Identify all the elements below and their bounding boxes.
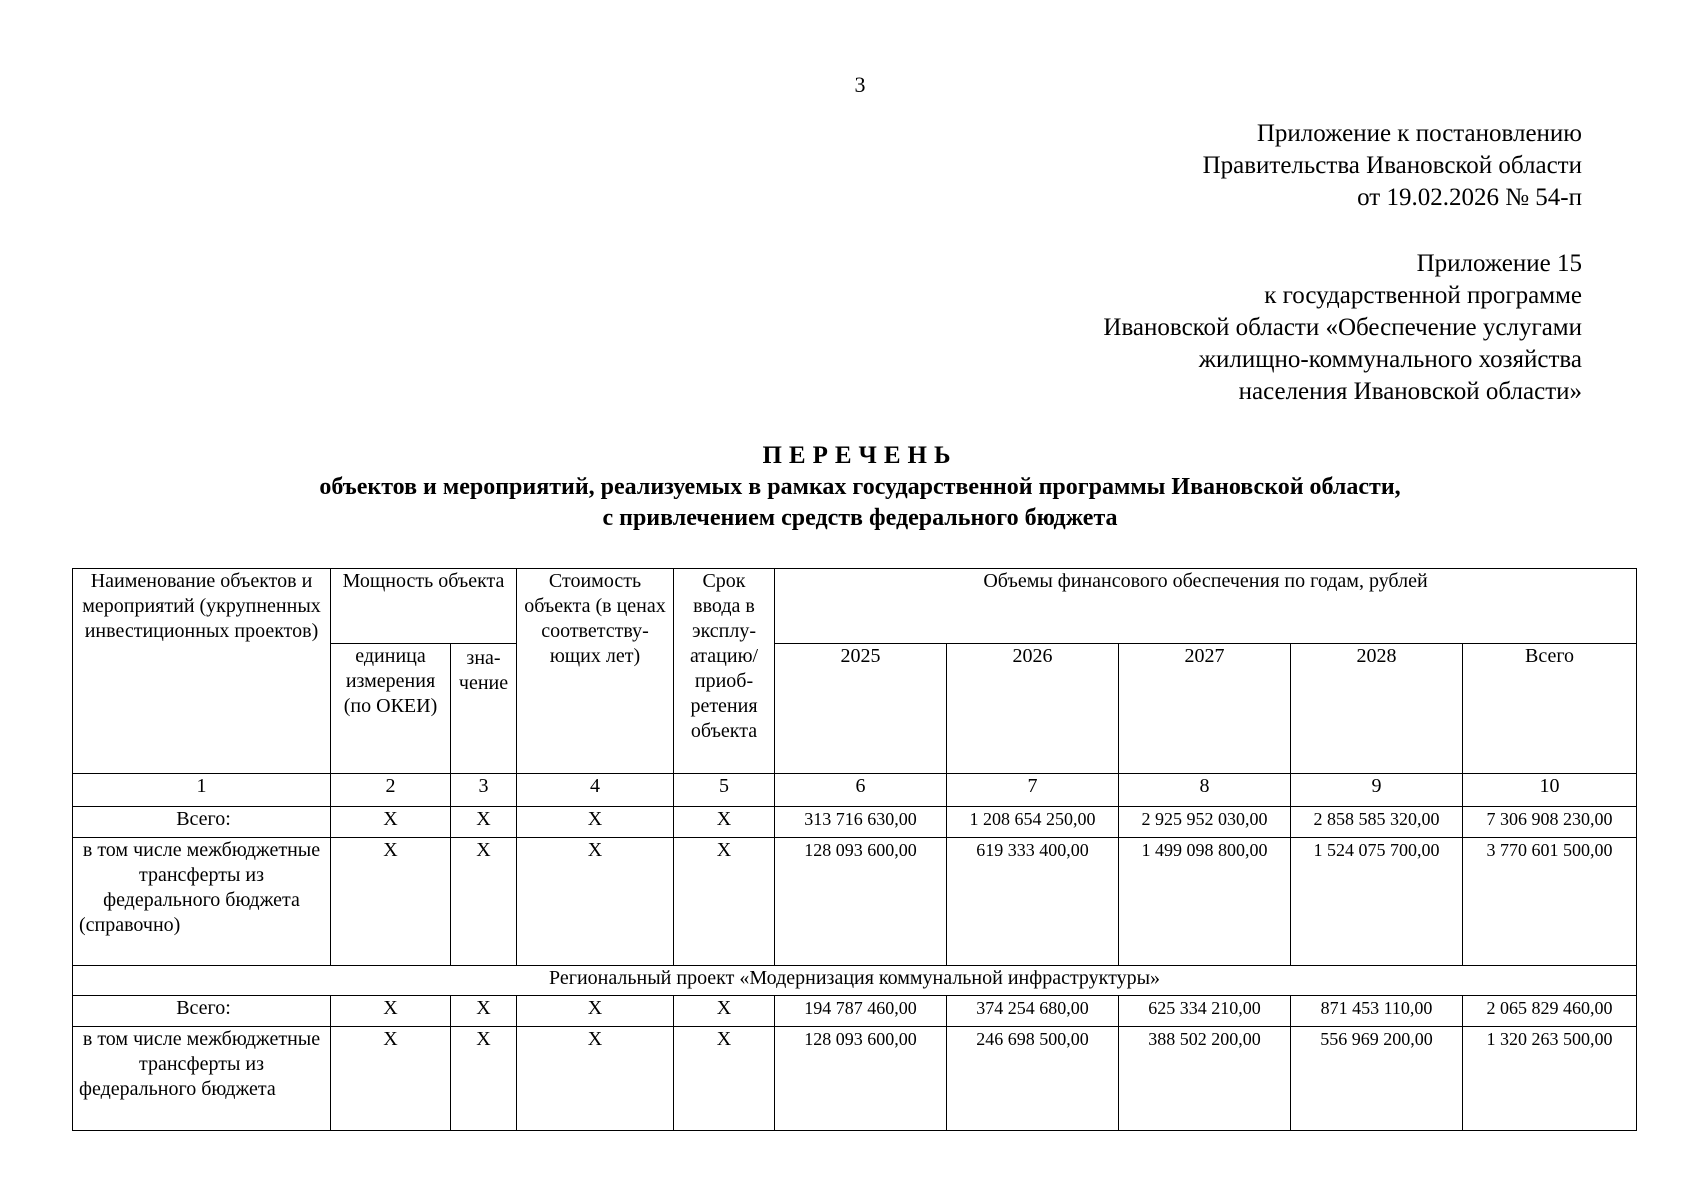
row-mark: Х — [331, 996, 451, 1027]
row-value-2028: 871 453 110,00 — [1291, 996, 1463, 1027]
title-subtitle-line: с привлечением средств федерального бюджета — [602, 505, 1118, 531]
row-name: в том числе межбюджетные трансферты из федерального бюджета — [73, 1027, 331, 1131]
row-mark: Х — [517, 996, 674, 1027]
row-value-2028: 2 858 585 320,00 — [1291, 807, 1463, 838]
row-mark: Х — [451, 996, 517, 1027]
appendix-line: от 19.02.2026 № 54-п — [1357, 184, 1582, 211]
row-value-2027: 625 334 210,00 — [1119, 996, 1291, 1027]
row-mark: Х — [331, 807, 451, 838]
header-year-2026: 2026 — [947, 644, 1119, 774]
header-total: Всего — [1463, 644, 1637, 774]
section-row — [73, 966, 1637, 996]
appendix-line: жилищно-коммунального хозяйства — [1198, 346, 1582, 373]
header-financing: Объемы финансового обеспечения по годам, рублей — [775, 569, 1637, 644]
title-main: ПЕРЕЧЕНЬ — [762, 442, 958, 469]
section-title: Региональный проект «Модернизация коммунальной инфраструктуры» — [73, 966, 1637, 996]
appendix-resolution-block — [1203, 118, 1582, 214]
row-mark: Х — [517, 1027, 674, 1131]
table-row-section-total — [73, 996, 1637, 1027]
row-value-2027: 1 499 098 800,00 — [1119, 838, 1291, 966]
row-mark: Х — [451, 838, 517, 966]
appendix-line: Правительства Ивановской области — [1202, 152, 1582, 179]
financing-table — [72, 568, 1637, 1131]
row-mark: Х — [674, 807, 775, 838]
header-value: зна- чение — [451, 644, 517, 774]
col-number: 2 — [331, 774, 451, 807]
row-mark: Х — [517, 807, 674, 838]
row-value-total: 1 320 263 500,00 — [1463, 1027, 1637, 1131]
col-number: 9 — [1291, 774, 1463, 807]
appendix-line: Приложение 15 — [1416, 250, 1582, 277]
header-capacity: Мощность объекта — [331, 569, 517, 644]
row-value-2025: 128 093 600,00 — [775, 1027, 947, 1131]
col-number: 6 — [775, 774, 947, 807]
row-value-2028: 1 524 075 700,00 — [1291, 838, 1463, 966]
row-value-2025: 194 787 460,00 — [775, 996, 947, 1027]
appendix-line: Ивановской области «Обеспечение услугами — [1103, 314, 1582, 341]
row-mark: Х — [674, 1027, 775, 1131]
row-value-2026: 1 208 654 250,00 — [947, 807, 1119, 838]
row-mark: Х — [674, 838, 775, 966]
page-number: 3 — [854, 72, 866, 97]
row-name: в том числе межбюджетные трансферты из федерального бюджета (справочно) — [73, 838, 331, 966]
col-number: 5 — [674, 774, 775, 807]
header-year-2025: 2025 — [775, 644, 947, 774]
document-title — [0, 440, 1697, 534]
row-value-2026: 374 254 680,00 — [947, 996, 1119, 1027]
row-value-2025: 313 716 630,00 — [775, 807, 947, 838]
header-name: Наименование объектов и мероприятий (укрупненных инвестиционных проектов) — [73, 569, 331, 774]
header-unit: единица измерения (по ОКЕИ) — [331, 644, 451, 774]
row-value-total: 7 306 908 230,00 — [1463, 807, 1637, 838]
col-number: 4 — [517, 774, 674, 807]
title-subtitle-line: объектов и мероприятий, реализуемых в рамках государственной программы Ивановской области, — [319, 474, 1401, 500]
header-cost: Стоимость объекта (в ценах соответству-ющих лет) — [517, 569, 674, 774]
row-name: Всего: — [73, 996, 331, 1027]
row-value-2027: 388 502 200,00 — [1119, 1027, 1291, 1131]
row-mark: Х — [331, 1027, 451, 1131]
row-value-total: 3 770 601 500,00 — [1463, 838, 1637, 966]
row-mark: Х — [451, 1027, 517, 1131]
row-value-total: 2 065 829 460,00 — [1463, 996, 1637, 1027]
appendix-line: Приложение к постановлению — [1256, 120, 1582, 147]
col-number: 1 — [73, 774, 331, 807]
row-value-2025: 128 093 600,00 — [775, 838, 947, 966]
row-mark: Х — [451, 807, 517, 838]
header-row — [73, 569, 1637, 644]
table-row-total — [73, 807, 1637, 838]
header-year-2028: 2028 — [1291, 644, 1463, 774]
row-mark: Х — [517, 838, 674, 966]
row-mark: Х — [331, 838, 451, 966]
col-number: 10 — [1463, 774, 1637, 807]
column-number-row — [73, 774, 1637, 807]
appendix-line: населения Ивановской области» — [1238, 378, 1582, 405]
header-term: Срок ввода в эксплу-атацию/ приоб-ретения объекта — [674, 569, 775, 774]
row-value-2027: 2 925 952 030,00 — [1119, 807, 1291, 838]
col-number: 7 — [947, 774, 1119, 807]
appendix-program-block — [1103, 248, 1582, 408]
col-number: 3 — [451, 774, 517, 807]
table-row-federal — [73, 838, 1637, 966]
table-row-section-federal — [73, 1027, 1637, 1131]
appendix-line: к государственной программе — [1264, 282, 1582, 309]
row-value-2028: 556 969 200,00 — [1291, 1027, 1463, 1131]
row-value-2026: 246 698 500,00 — [947, 1027, 1119, 1131]
row-mark: Х — [674, 996, 775, 1027]
row-value-2026: 619 333 400,00 — [947, 838, 1119, 966]
row-name: Всего: — [73, 807, 331, 838]
header-year-2027: 2027 — [1119, 644, 1291, 774]
col-number: 8 — [1119, 774, 1291, 807]
